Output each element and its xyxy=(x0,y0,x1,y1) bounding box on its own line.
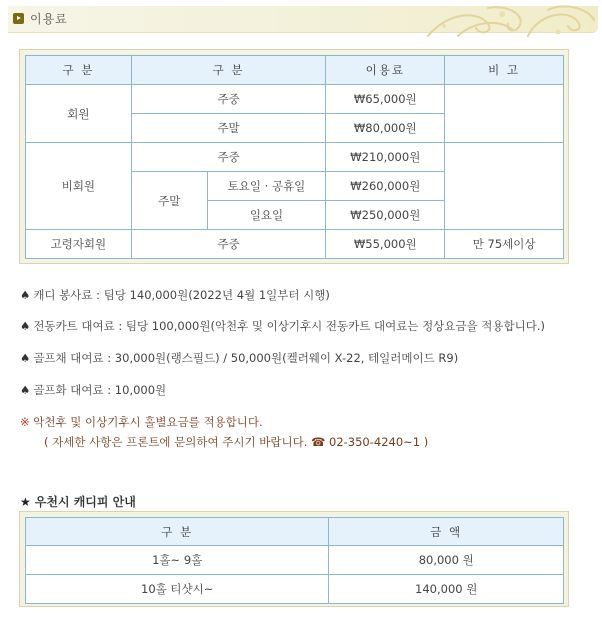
member-weekday-label: 주중 xyxy=(131,85,326,114)
star-icon: ★ xyxy=(20,495,31,509)
nonmember-weekend-label: 주말 xyxy=(131,172,207,230)
note-caddie-fee xyxy=(20,287,330,303)
note-cart-fee xyxy=(20,318,545,334)
note-club-rental xyxy=(20,350,458,366)
table-row xyxy=(26,85,564,114)
nonmember-note xyxy=(445,143,564,230)
senior-fee: ₩55,000원 xyxy=(326,230,445,259)
table-row xyxy=(26,575,564,604)
member-note xyxy=(445,85,564,143)
senior-weekday-label: 주중 xyxy=(131,230,326,259)
table-row xyxy=(26,230,564,259)
caddie-fee-table xyxy=(25,517,564,604)
spade-icon: ♠ xyxy=(20,351,31,365)
member-weekend-label: 주말 xyxy=(131,114,326,143)
contact-info xyxy=(44,434,428,450)
nonmember-weekday-fee: ₩210,000원 xyxy=(326,143,445,172)
caddie-header-amount: 금 액 xyxy=(329,518,564,546)
phone-icon: ☎ xyxy=(311,435,326,449)
spade-icon: ♠ xyxy=(20,288,31,302)
spade-icon: ♠ xyxy=(20,319,31,333)
nonmember-label: 비회원 xyxy=(26,143,132,230)
warning-text: 악천후 및 이상기후시 홀별요금를 적용합니다. xyxy=(33,415,263,429)
member-label: 회원 xyxy=(26,85,132,143)
header-note: 비 고 xyxy=(445,56,564,85)
phone-number: 02-350-4240~1 ) xyxy=(329,435,429,449)
caddie-row-amount: 140,000 원 xyxy=(329,575,564,604)
fee-table-header-row xyxy=(26,56,564,85)
spade-icon: ♠ xyxy=(20,383,31,397)
table-row xyxy=(26,546,564,575)
nonmember-weekday-label: 주중 xyxy=(131,143,326,172)
weather-warning xyxy=(20,414,263,430)
senior-note: 만 75세이상 xyxy=(445,230,564,259)
header-fee: 이용료 xyxy=(326,56,445,85)
senior-label: 고령자회원 xyxy=(26,230,132,259)
caddie-section-title xyxy=(20,493,136,510)
member-weekend-fee: ₩80,000원 xyxy=(326,114,445,143)
table-row xyxy=(26,143,564,172)
nonmember-saturday-holiday-fee: ₩260,000원 xyxy=(326,172,445,201)
note-text: 전동카트 대여료 : 팀당 100,000원(악천후 및 이상기후시 전동카트 대여료는 정상요금을 적용합니다.) xyxy=(33,319,545,333)
caddie-row-label: 10홀 티샷시~ xyxy=(26,575,329,604)
caddie-row-label: 1홀~ 9홀 xyxy=(26,546,329,575)
caddie-header-row xyxy=(26,518,564,546)
nonmember-saturday-holiday-label: 토요일 · 공휴일 xyxy=(207,172,326,201)
contact-text: ( 자세한 사항은 프론트에 문의하여 주시기 바랍니다. xyxy=(44,435,308,449)
nonmember-sunday-label: 일요일 xyxy=(207,201,326,230)
caddie-row-amount: 80,000 원 xyxy=(329,546,564,575)
reference-mark-icon: ※ xyxy=(20,415,30,429)
caddie-section-title-text: 우천시 캐디피 안내 xyxy=(34,495,136,509)
note-text: 골프화 대여료 : 10,000원 xyxy=(33,383,167,397)
fee-table xyxy=(25,55,564,259)
page-title: 이용료 xyxy=(30,12,68,26)
nonmember-sunday-fee: ₩250,000원 xyxy=(326,201,445,230)
member-weekday-fee: ₩65,000원 xyxy=(326,85,445,114)
ornament-decoration-icon xyxy=(418,2,598,40)
note-shoe-rental xyxy=(20,382,166,398)
note-text: 골프채 대여료 : 30,000원(랭스필드) / 50,000원(켈러웨이 X-22, 테일러메이드 R9) xyxy=(33,351,459,365)
header-category: 구 분 xyxy=(26,56,132,85)
play-bullet-icon xyxy=(13,13,24,24)
caddie-header-category: 구 분 xyxy=(26,518,329,546)
header-subcategory: 구 분 xyxy=(131,56,326,85)
note-text: 캐디 봉사료 : 팀당 140,000원(2022년 4월 1일부터 시행) xyxy=(33,288,330,302)
